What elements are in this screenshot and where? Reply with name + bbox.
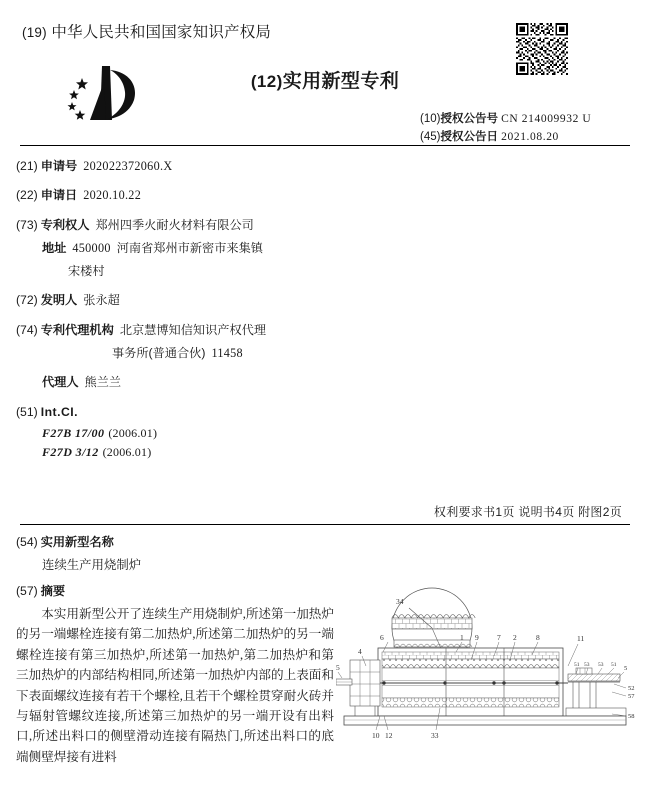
ipc-entry-version: (2006.01) [102, 444, 152, 459]
callout-33: 33 [431, 731, 439, 740]
invention-title-code: (54) [16, 535, 38, 549]
page-count-summary: 权利要求书1页 说明书4页 附图2页 [433, 505, 622, 519]
agency-row [16, 321, 416, 339]
document-type-code: (12) [250, 72, 283, 91]
ipc-entry-version: (2006.01) [108, 425, 158, 440]
callout-5-left: 5 [336, 663, 340, 672]
application-date-label: 申请日 [40, 188, 78, 203]
invention-title-value: 连续生产用烧制炉 [42, 558, 142, 572]
agency-code: (74) [16, 322, 38, 337]
abstract-text: 本实用新型公开了连续生产用烧制炉,所述第一加热炉的另一端螺栓连接有第二加热炉,所述第二加热炉的另一端螺栓连接有第三加热炉,所述第一加热炉,第二加热炉和第三加热炉的内部结构相同,所述第一加热炉内部的上表面和下表面螺纹连接有若干个螺栓,且若干个螺栓贯穿耐火砖并与辐射管螺纹连接,所述第三加热炉的另一端开设有出料口,所述出料口的侧壁滑动连接有隔热门,所述出料口的底端侧壁焊接有进料 [16, 607, 334, 764]
bibliographic-data [16, 157, 416, 464]
application-number-row [16, 157, 416, 175]
abstract-body [16, 604, 334, 767]
address-row [16, 239, 416, 257]
publication-date-value: 2021.08.20 [501, 131, 559, 143]
application-date-value: 2020.10.22 [83, 188, 142, 203]
application-number-code: (21) [16, 159, 38, 173]
abstract-header [16, 582, 334, 599]
publication-number [420, 110, 591, 126]
callout-51b: 51 [611, 662, 617, 668]
agent-label: 代理人 [42, 375, 79, 390]
agency-name-line-1: 北京慧博知信知识产权代理 [119, 322, 267, 337]
ipc-entry [16, 445, 416, 460]
callout-57: 57 [628, 693, 635, 700]
callout-53b: 53 [598, 662, 604, 668]
callout-53: 53 [584, 662, 590, 668]
application-number-value: 202022372060.X [83, 159, 173, 173]
callout-1: 1 [460, 633, 464, 642]
callout-52: 52 [628, 685, 635, 692]
header-divider [20, 145, 630, 146]
callout-7: 7 [497, 633, 501, 642]
abstract-label: 摘要 [40, 584, 66, 598]
callout-11: 11 [577, 634, 585, 643]
callout-6: 6 [380, 633, 384, 642]
agency-registration-number: 11458 [211, 346, 243, 361]
patentee-code: (73) [16, 217, 38, 232]
inventor-value: 张永超 [83, 293, 120, 308]
inventor-code: (72) [16, 293, 38, 308]
application-date-code: (22) [16, 188, 38, 203]
patentee-label: 专利权人 [40, 217, 90, 232]
agency-row-continued [16, 344, 416, 362]
publication-number-label: 授权公告号 [440, 113, 498, 125]
callout-58: 58 [628, 713, 635, 720]
ipc-row [16, 403, 416, 421]
address-line-2: 宋楼村 [68, 264, 105, 279]
publication-number-value: CN 214009932 U [501, 113, 592, 125]
publication-date-code: (45) [420, 131, 441, 143]
agent-row [16, 373, 416, 391]
inventor-label: 发明人 [40, 293, 78, 308]
callout-5-right: 5 [624, 665, 628, 672]
qr-code-icon [516, 23, 568, 75]
invention-title-label: 实用新型名称 [40, 535, 114, 549]
publication-date-label: 授权公告日 [440, 131, 498, 143]
publication-number-code: (10) [420, 113, 441, 125]
invention-title-header [16, 533, 334, 550]
callout-8: 8 [536, 633, 540, 642]
abstract-column [16, 533, 334, 767]
agency-name-line-2: 事务所(普通合伙) [112, 346, 206, 361]
application-number-label: 申请号 [40, 159, 78, 173]
ipc-entry-code: F27D 3/12 [42, 444, 99, 459]
agent-value: 熊兰兰 [84, 375, 122, 390]
ipc-label: Int.CI. [40, 404, 79, 419]
issuing-office-code: (19) [22, 25, 47, 40]
ipc-code: (51) [16, 404, 38, 419]
callout-4: 4 [358, 647, 362, 656]
callout-12: 12 [385, 731, 393, 740]
issuing-office [22, 20, 271, 42]
ipc-entry [16, 426, 416, 441]
document-type-label: 实用新型专利 [282, 71, 400, 92]
patentee-value: 郑州四季火耐火材料有限公司 [95, 217, 254, 232]
address-line-1: 河南省郑州市新密市来集镇 [116, 240, 263, 255]
svg-text:34: 34 [396, 597, 404, 606]
address-label: 地址 [42, 240, 67, 255]
address-zip: 450000 [72, 240, 111, 255]
issuing-office-name: 中华人民共和国国家知识产权局 [51, 24, 272, 41]
callout-51: 51 [574, 662, 580, 668]
ipc-entry-code: F27B 17/00 [42, 425, 105, 440]
inventor-row [16, 291, 416, 309]
agency-label: 专利代理机构 [40, 322, 114, 337]
abstract-section-divider [20, 524, 630, 525]
patentee-row [16, 216, 416, 234]
callout-10: 10 [372, 731, 380, 740]
callout-9: 9 [475, 633, 479, 642]
callout-2: 2 [513, 633, 517, 642]
application-date-row [16, 186, 416, 204]
abstract-code: (57) [16, 584, 38, 598]
publication-date [420, 128, 559, 144]
address-row-continued [16, 262, 416, 280]
continuous-production-kiln-diagram [336, 556, 642, 756]
